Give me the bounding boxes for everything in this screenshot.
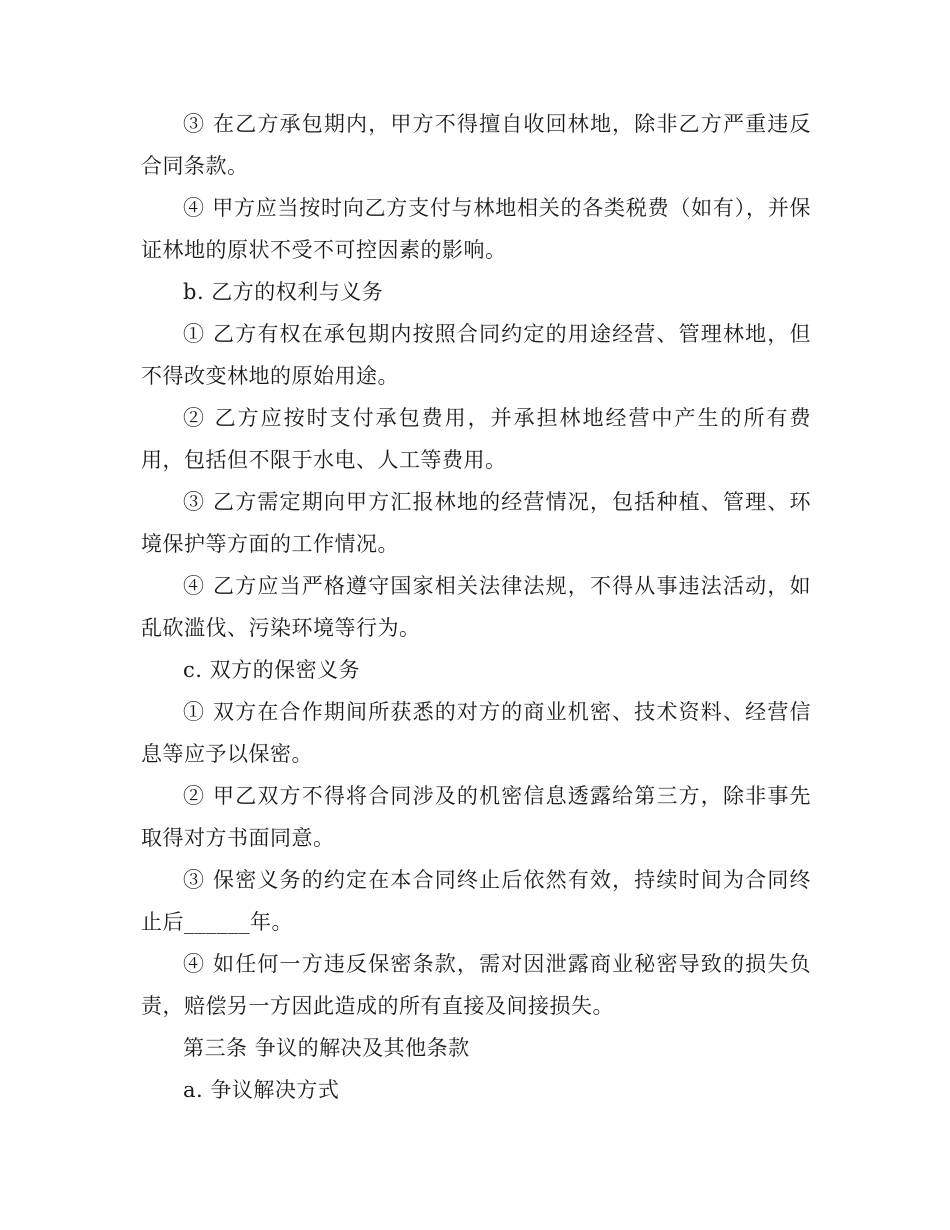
clause-party-a-item-4: ④ 甲方应当按时向乙方支付与林地相关的各类税费（如有），并保证林地的原状不受不可控因素的影响。 (141, 196, 811, 262)
clause-party-b-item-3: ③ 乙方需定期向甲方汇报林地的经营情况，包括种植、管理、环境保护等方面的工作情况。 (141, 490, 811, 556)
clause-confidentiality-item-2: ② 甲乙双方不得将合同涉及的机密信息透露给第三方，除非事先取得对方书面同意。 (141, 784, 811, 850)
clause-confidentiality-item-4: ④ 如任何一方违反保密条款，需对因泄露商业秘密导致的损失负责，赔偿另一方因此造成的所有直接及间接损失。 (141, 952, 811, 1018)
clause-party-b-item-2: ② 乙方应按时支付承包费用，并承担林地经营中产生的所有费用，包括但不限于水电、人工等费用。 (141, 406, 811, 472)
clause-confidentiality-item-3: ③ 保密义务的约定在本合同终止后依然有效，持续时间为合同终止后______年。 (141, 868, 811, 934)
clause-party-b-item-4: ④ 乙方应当严格遵守国家相关法律法规，不得从事违法活动，如乱砍滥伐、污染环境等行为。 (141, 574, 811, 640)
document-body (141, 103, 811, 1111)
section-heading-confidentiality: c. 双方的保密义务 (183, 658, 361, 682)
section-heading-party-b: b. 乙方的权利与义务 (183, 280, 384, 304)
clause-party-b-item-1: ① 乙方有权在承包期内按照合同约定的用途经营、管理林地，但不得改变林地的原始用途。 (141, 322, 811, 388)
article-three-heading: 第三条 争议的解决及其他条款 (183, 1036, 470, 1060)
clause-confidentiality-item-1: ① 双方在合作期间所获悉的对方的商业机密、技术资料、经营信息等应予以保密。 (141, 700, 811, 766)
clause-party-a-item-3: ③ 在乙方承包期内，甲方不得擅自收回林地，除非乙方严重违反合同条款。 (141, 112, 811, 178)
section-heading-dispute-resolution: a. 争议解决方式 (183, 1078, 340, 1102)
